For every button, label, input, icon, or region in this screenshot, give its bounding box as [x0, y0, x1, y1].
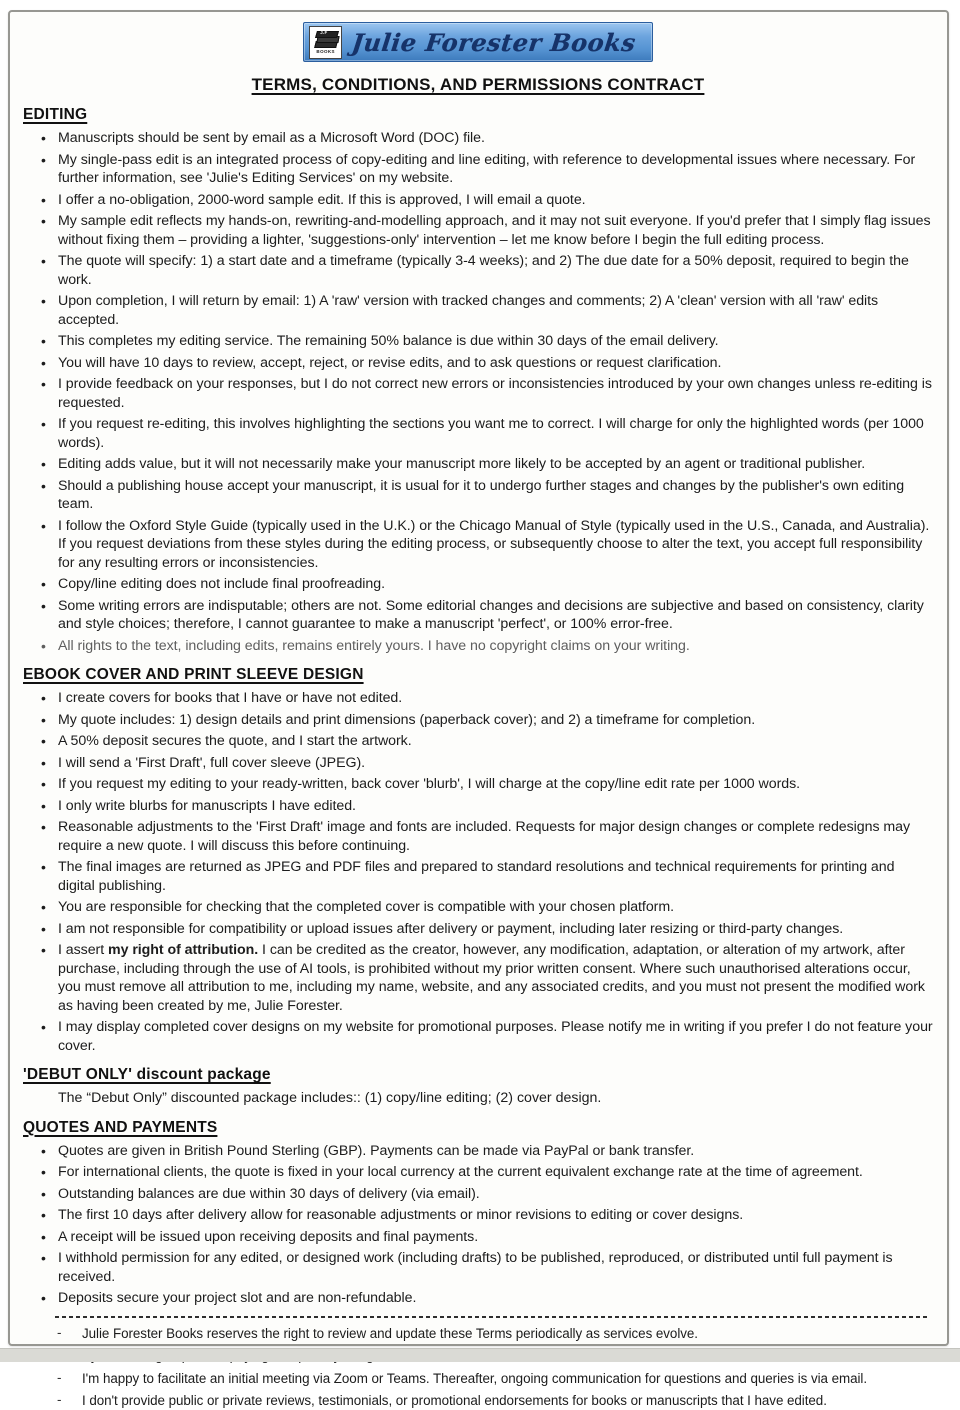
sections	[23, 106, 933, 1308]
logo-initials: J.F	[320, 30, 328, 35]
bullet-item: • I will send a 'First Draft', full cover sleeve (JPEG).	[23, 754, 933, 773]
bullet-item: • Manuscripts should be sent by email as a Microsoft Word (DOC) file.	[23, 129, 933, 148]
section-heading: 'DEBUT ONLY' discount package	[23, 1066, 271, 1083]
bullet-item: • Reasonable adjustments to the 'First Draft' image and fonts are included. Requests for major design changes or complete redesigns may require a new quote. I will discuss this before continuing.	[23, 818, 933, 855]
page-border-frame	[8, 10, 949, 1408]
bullet-item: • A receipt will be issued upon receiving deposits and final payments.	[23, 1228, 933, 1247]
bullet-item: • I provide feedback on your responses, but I do not correct new errors or inconsistencies introduced by your own changes unless re-editing is requested.	[23, 375, 933, 412]
bullet-item: • I only write blurbs for manuscripts I have edited.	[23, 797, 933, 816]
section-heading: QUOTES AND PAYMENTS	[23, 1118, 218, 1136]
bullet-list	[23, 129, 933, 655]
brand-name: Julie Forester Books	[350, 27, 638, 57]
bullet-item: • For international clients, the quote is fixed in your local currency at the current equivalent exchange rate at the time of agreement.	[23, 1163, 933, 1182]
bullet-item: • Quotes are given in British Pound Sterling (GBP). Payments can be made via PayPal or bank transfer.	[23, 1142, 933, 1161]
books-stack-icon	[309, 26, 342, 59]
page-edge-shadow	[0, 1348, 960, 1362]
bullet-item: • I offer a no-obligation, 2000-word sample edit. If this is approved, I will email a quote.	[23, 191, 933, 210]
section-heading: EBOOK COVER AND PRINT SLEEVE DESIGN	[23, 666, 364, 683]
bullet-item: • Outstanding balances are due within 30 days of delivery (via email).	[23, 1185, 933, 1204]
bullet-item: • I assert my right of attribution. I can be credited as the creator, however, any modification, adaptation, or alteration of my artwork, after purchase, including through the use of AI tools, is prohibited without my prior written consent. Where such unauthorised alterations occur, you must remove all attribution to me, including my name, website, and any associated credits, and you must not present the modified work as having been created by me, Julie Forester.	[23, 941, 933, 1015]
bullet-item: • The first 10 days after delivery allow for reasonable adjustments or minor revisions to editing or cover designs.	[23, 1206, 933, 1225]
bullet-item: • Upon completion, I will return by email: 1) A 'raw' version with tracked changes and comments; 2) A 'clean' version with all 'raw' edits accepted.	[23, 292, 933, 329]
section-heading: EDITING	[23, 106, 88, 123]
section	[23, 106, 933, 655]
bullet-item: • All rights to the text, including edits, remains entirely yours. I have no copyright claims on your writing.	[23, 637, 933, 656]
section	[23, 1066, 933, 1108]
footer	[23, 1316, 933, 1410]
bullet-item: • If you request my editing to your ready-written, back cover 'blurb', I will charge at the copy/line edit rate per 1000 words.	[23, 775, 933, 794]
bullet-item: • I am not responsible for compatibility or upload issues after delivery or payment, including later resizing or third-party changes.	[23, 920, 933, 939]
bullet-item: • This completes my editing service. The remaining 50% balance is due within 30 days of the email delivery.	[23, 332, 933, 351]
footer-notes	[23, 1325, 933, 1410]
bullet-item: • I may display completed cover designs on my website for promotional purposes. Please notify me in writing if you prefer I do not feature your cover.	[23, 1018, 933, 1055]
bullet-item: • Editing adds value, but it will not necessarily make your manuscript more likely to be accepted by an agent or traditional publisher.	[23, 455, 933, 474]
section	[23, 1119, 933, 1308]
bullet-item: • Deposits secure your project slot and are non-refundable.	[23, 1289, 933, 1308]
header	[23, 22, 933, 62]
section	[23, 666, 933, 1055]
footer-note: - Julie Forester Books reserves the right to review and update these Terms periodically as services evolve.	[23, 1325, 933, 1343]
bullet-item: • You are responsible for checking that the completed cover is compatible with your chosen platform.	[23, 898, 933, 917]
bullet-item: • Some writing errors are indisputable; others are not. Some editorial changes and decisions are subjective and based on consistency, clarity and style choices; therefore, I cannot guarantee to make a manuscript 'perfect', or 100% error-free.	[23, 597, 933, 634]
bullet-item: • You will have 10 days to review, accept, reject, or revise edits, and to ask questions or request clarification.	[23, 354, 933, 373]
dashed-divider	[55, 1316, 927, 1318]
bullet-item: • The final images are returned as JPEG and PDF files and prepared to standard resolutions and technical requirements for printing and digital publishing.	[23, 858, 933, 895]
bullet-item: • I create covers for books that I have or have not edited.	[23, 689, 933, 708]
bullet-item: • A 50% deposit secures the quote, and I start the artwork.	[23, 732, 933, 751]
logo-caption: BOOKS	[316, 49, 335, 54]
bullet-item: • Should a publishing house accept your manuscript, it is usual for it to undergo further stages and changes by the publisher's own editing team.	[23, 477, 933, 514]
bullet-item: • My single-pass edit is an integrated process of copy-editing and line editing, with reference to developmental issues where necessary. For further information, see 'Julie's Editing Services' on my website.	[23, 151, 933, 188]
footer-note: - I don't provide public or private reviews, testimonials, or promotional endorsements for books or manuscripts that I have edited.	[23, 1392, 933, 1410]
bullet-list	[23, 689, 933, 1055]
page-title: TERMS, CONDITIONS, AND PERMISSIONS CONTRACT	[251, 75, 705, 94]
bullet-item: • Copy/line editing does not include final proofreading.	[23, 575, 933, 594]
bullet-item: • The quote will specify: 1) a start date and a timeframe (typically 3-4 weeks); and 2) The due date for a 50% deposit, required to begin the work.	[23, 252, 933, 289]
bullet-item: • I withhold permission for any edited, or designed work (including drafts) to be published, reproduced, or distributed until full payment is received.	[23, 1249, 933, 1286]
bullet-item: • My sample edit reflects my hands-on, rewriting-and-modelling approach, and it may not suit everyone. If you'd prefer that I simply flag issues without fixing them – providing a lighter, 'suggestions-only' intervention – let me know before I begin the full editing process.	[23, 212, 933, 249]
footer-note: - I'm happy to facilitate an initial meeting via Zoom or Teams. Thereafter, ongoing communication for questions and queries is via email.	[23, 1370, 933, 1388]
bullet-item: • If you request re-editing, this involves highlighting the sections you want me to correct. I will charge for only the highlighted words (per 1000 words).	[23, 415, 933, 452]
bullet-list	[23, 1142, 933, 1308]
bullet-item: • My quote includes: 1) design details and print dimensions (paperback cover); and 2) a timeframe for completion.	[23, 711, 933, 730]
bullet-item: • I follow the Oxford Style Guide (typically used in the U.K.) or the Chicago Manual of Style (typically used in the U.S., Canada, and Australia). If you request deviations from these styles during the editing process, or subsequently choose to alter the text, you accept full responsibility for any resulting errors or inconsistencies.	[23, 517, 933, 573]
section-paragraph: The “Debut Only” discounted package includes:: (1) copy/line editing; (2) cover design.	[58, 1090, 602, 1106]
brand-banner	[303, 22, 653, 62]
